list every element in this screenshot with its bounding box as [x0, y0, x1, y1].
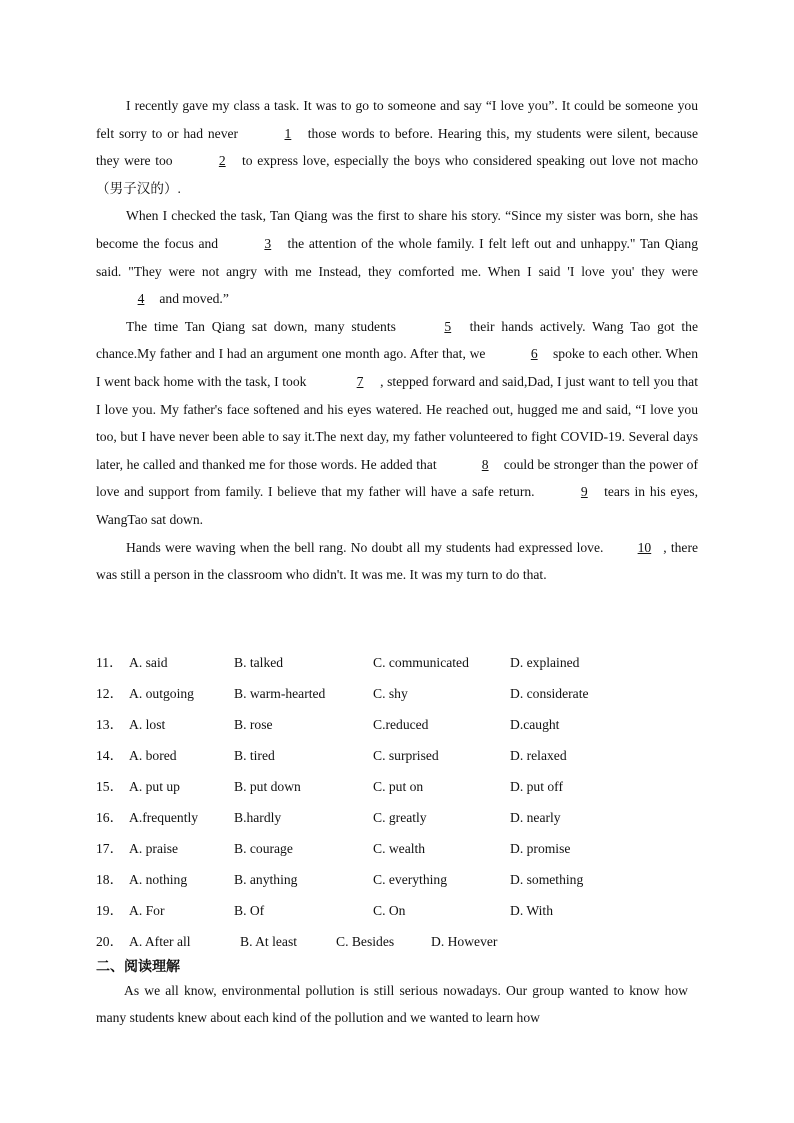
paragraph-2: [96, 202, 698, 312]
option-d: D. nearly: [510, 810, 561, 825]
option-b: B. talked: [234, 655, 284, 670]
paragraph-text: The time Tan Qiang sat down, many students: [126, 318, 403, 334]
option-b: B. rose: [234, 717, 273, 732]
blank-9: 9: [580, 484, 588, 500]
paragraph-text: tears in his eyes, WangTao sat down.: [96, 484, 698, 527]
option-a: A. said: [129, 655, 168, 670]
option-row: [96, 805, 716, 836]
option-a: A. put up: [129, 779, 180, 794]
blank-5: 5: [444, 318, 452, 334]
option-a: A. bored: [129, 748, 177, 763]
paragraph-text: Hands were waving when the bell rang. No doubt all my students had expressed love.: [126, 539, 608, 555]
option-d: D. something: [510, 872, 584, 887]
option-a: A. outgoing: [129, 686, 194, 701]
option-a: A. lost: [129, 717, 166, 732]
option-a: A.frequently: [129, 810, 199, 825]
question-number: 16．: [96, 810, 124, 825]
option-row: [96, 836, 716, 867]
option-c: C. communicated: [373, 655, 469, 670]
blank-2: 2: [218, 153, 226, 169]
option-d: D. considerate: [510, 686, 589, 701]
blank-7: 7: [356, 373, 364, 389]
paragraph-text: those words to before. Hearing this, my students were silent, because they were too: [96, 125, 698, 169]
option-c: C. shy: [373, 686, 408, 701]
paragraph-text: , there was still a person in the classroom who didn't. It was me. It was my turn to do that.: [96, 539, 699, 583]
paragraph-text: , stepped forward and said,Dad, I just want to tell you that I love you. My father's face softened and his eyes watered. He reached out, hugged me and said, “I love you too, but I have never been able to say it.The next day, my father volunteered to fight COVID-19. Several days later, he called and thanked me for those words. He added that: [96, 373, 698, 472]
option-d: D. put off: [510, 779, 563, 794]
option-c: C. On: [373, 903, 406, 918]
option-b: B. At least: [240, 934, 298, 949]
option-b: B. warm-hearted: [234, 686, 326, 701]
option-d: D. However: [431, 934, 498, 949]
blank-6: 6: [530, 346, 538, 362]
blank-1: 1: [284, 125, 292, 141]
paragraph-text: their hands actively. Wang Tao got the chance.My father and I had an argument one month ago. After that, we: [96, 318, 699, 362]
paragraph-text: spoke to each other. When I went back home with the task, I took: [96, 346, 699, 389]
option-d: D. With: [510, 903, 554, 918]
cloze-passage: [96, 92, 698, 589]
paragraph-3: [96, 313, 698, 534]
option-b: B. courage: [234, 841, 293, 856]
paragraph-text: to express love, especially the boys who considered speaking out love not macho （男子汉的）.: [96, 153, 698, 196]
paragraph-text: and moved.”: [156, 291, 229, 307]
option-row: [96, 650, 716, 681]
question-number: 20．: [96, 934, 124, 949]
option-row: [96, 774, 716, 805]
blank-4: 4: [137, 291, 145, 307]
option-d: D. explained: [510, 655, 580, 670]
paragraph-1: [96, 92, 698, 202]
option-row: [96, 929, 716, 960]
option-c: C. wealth: [373, 841, 426, 856]
blank-10: 10: [637, 539, 652, 555]
option-b: B.hardly: [234, 810, 282, 825]
option-b: B. tired: [234, 748, 275, 763]
section-heading: 二、阅读理解: [96, 959, 180, 975]
blank-8: 8: [481, 456, 489, 472]
option-c: C.reduced: [373, 717, 429, 732]
option-row: [96, 743, 716, 774]
option-a: A. After all: [129, 934, 191, 949]
option-b: B. anything: [234, 872, 298, 887]
option-a: A. For: [129, 903, 165, 918]
question-number: 17．: [96, 841, 124, 856]
question-number: 12．: [96, 686, 124, 701]
answer-options: [96, 650, 716, 960]
question-number: 18．: [96, 872, 124, 887]
paragraph-4: [96, 534, 698, 589]
option-row: [96, 898, 716, 929]
option-c: C. surprised: [373, 748, 439, 763]
paragraph-text: I recently gave my class a task. It was to go to someone and say “I love you”. It could be someone you felt sorry to or had never: [96, 98, 698, 141]
option-c: C. everything: [373, 872, 447, 887]
option-c: C. greatly: [373, 810, 427, 825]
option-row: [96, 712, 716, 743]
paragraph-text: When I checked the task, Tan Qiang was the first to share his story. “Since my sister was born, she has become the focus and: [96, 208, 698, 251]
option-d: D. relaxed: [510, 748, 567, 763]
option-row: [96, 867, 716, 898]
paragraph-text: could be stronger than the power of love and support from family. I believe that my father will have a safe return.: [96, 456, 698, 500]
option-d: D.caught: [510, 717, 560, 732]
question-number: 13．: [96, 717, 124, 732]
question-number: 19．: [96, 903, 124, 918]
option-b: B. Of: [234, 903, 265, 918]
question-number: 14．: [96, 748, 124, 763]
option-d: D. promise: [510, 841, 571, 856]
option-b: B. put down: [234, 779, 301, 794]
question-number: 11．: [96, 655, 123, 670]
option-a: A. nothing: [129, 872, 188, 887]
paragraph-text: the attention of the whole family. I felt left out and unhappy." Tan Qiang said. "They were not angry with me Instead, they comforted me. When I said 'I love you' they were: [96, 235, 698, 279]
option-row: [96, 681, 716, 712]
reading-passage: [96, 977, 688, 1031]
option-c: C. Besides: [336, 934, 395, 949]
question-number: 15．: [96, 779, 124, 794]
option-a: A. praise: [129, 841, 179, 856]
option-c: C. put on: [373, 779, 424, 794]
blank-3: 3: [264, 235, 272, 251]
reading-paragraph: As we all know, environmental pollution is still serious nowadays. Our group wanted to know how many students knew about each kind of the pollution and we wanted to learn how: [96, 983, 688, 1025]
